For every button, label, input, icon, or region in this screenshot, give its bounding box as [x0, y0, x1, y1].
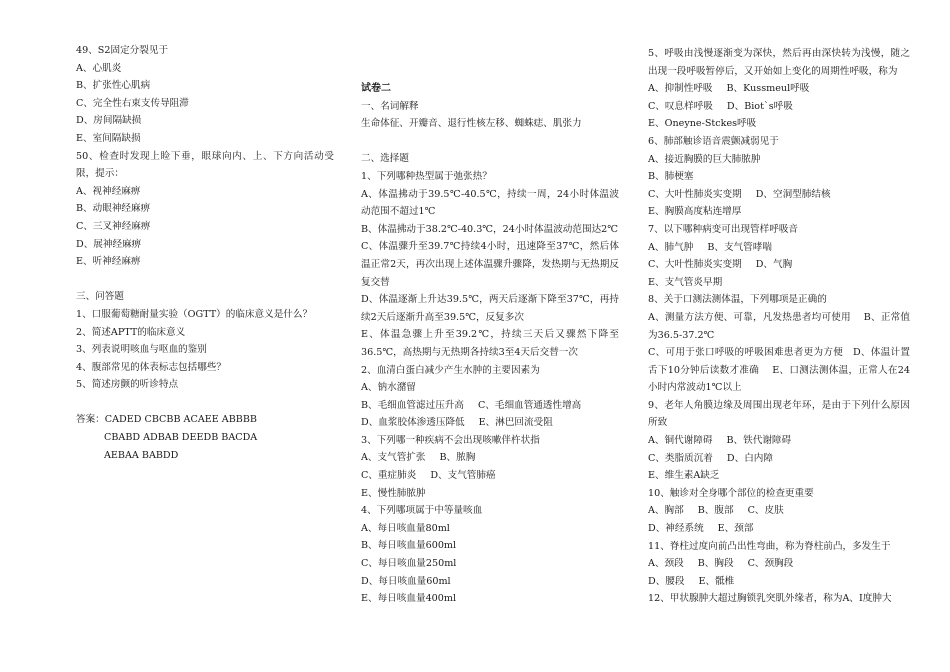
section2-heading: 二、选择题 [361, 153, 409, 165]
q2-option-e: E、淋巴回流受阻 [478, 417, 553, 429]
q4-option-e: E、每日咳血量400ml [361, 593, 457, 605]
answer-key-line-1: 答案：CADED CBCBB ACAEE ABBBB [76, 414, 257, 426]
q10-option-a: A、胸部 [648, 505, 684, 517]
q2-option-b: B、毛细血管滤过压升高 [361, 399, 464, 411]
column-middle [361, 80, 619, 608]
q11-option-a: A、颈段 [648, 558, 684, 570]
q3-option-a: A、支气管扩张 [361, 452, 426, 464]
q49-option-b: B、扩张性心肌病 [76, 80, 151, 92]
q2-stem: 2、血清白蛋白减少产生水肿的主要因素为 [361, 364, 540, 376]
q6-options-cd [648, 186, 910, 204]
q7-option-d: D、气胸 [755, 259, 793, 271]
q3-option-b: B、脓胸 [439, 452, 476, 464]
q3-stem: 3、下列哪一种疾病不会出现咳嗽伴杵状指 [361, 434, 540, 446]
q10-stem: 10、触诊对全身哪个部位的检查更重要 [648, 487, 814, 499]
q9-options-ab [648, 432, 910, 450]
q8-options-ab: A、测量方法方便、可靠，凡发热患者均可使用 B、正常值为36.5-37.2℃ [648, 311, 910, 341]
q4-stem: 4、下列哪项属于中等量咳血 [361, 505, 483, 517]
q1-option-c: C、体温骤升至39.7℃持续4小时，迅速降至37℃，然后体温正常2天，再次出现上述体温骤升骤降，发热期与无热期反复交替 [361, 241, 619, 288]
q10-option-d: D、神经系统 [648, 523, 704, 535]
q7-options-ab [648, 239, 910, 257]
q11-options-abc [648, 555, 910, 573]
q2-option-a: A、钠水潴留 [361, 382, 416, 394]
q6-option-e: E、胸膜高度粘连增厚 [648, 206, 742, 218]
q5-option-a: A、抑制性呼吸 [648, 83, 713, 95]
q10-options-abc [648, 502, 910, 520]
q2-option-d: D、血浆胶体渗透压降低 [361, 417, 465, 429]
q8-stem: 8、关于口测法测体温，下列哪项是正确的 [648, 294, 827, 306]
q5-option-d: D、Biot`s呼吸 [726, 100, 793, 112]
q49-option-d: D、房间隔缺损 [76, 115, 142, 127]
q5-options-ab [648, 80, 910, 98]
q11-options-de [648, 573, 910, 591]
q4-option-a: A、每日咳血量80ml [361, 522, 450, 534]
q49-option-a: A、心肌炎 [76, 62, 122, 74]
column-left [76, 42, 334, 464]
q9-options-cd [648, 450, 910, 468]
q11-option-c: C、颈胸段 [747, 558, 794, 570]
essay-question-2: 2、简述APTT的临床意义 [76, 326, 186, 338]
q7-options-cd [648, 256, 910, 274]
spacer [361, 133, 619, 151]
column-right [648, 45, 910, 608]
q9-option-a: A、铜代谢障碍 [648, 435, 713, 447]
q3-options-cd [361, 467, 619, 485]
q11-stem: 11、脊柱过度向前凸出性弯曲，称为脊柱前凸，多发生于 [648, 540, 891, 552]
q10-option-b: B、腹部 [697, 505, 734, 517]
q7-option-c: C、大叶性肺炎实变期 [648, 259, 742, 271]
q50-stem: 50、检查时发现上睑下垂，眼球向内、上、下方向活动受限，提示： [76, 150, 334, 180]
q4-option-c: C、每日咳血量250ml [361, 558, 457, 570]
q1-option-d: D、体温逐渐上升达39.5℃，两天后逐渐下降至37℃，再持续2天后逐渐升高至39.5℃，反复多次 [361, 294, 619, 323]
q49-option-c: C、完全性右束支传导阻滞 [76, 97, 189, 109]
q7-option-b: B、支气管哮喘 [707, 241, 772, 253]
q9-option-c: C、类脂质沉着 [648, 452, 713, 464]
q49-stem: 49、S2固定分裂见于 [76, 45, 169, 56]
q5-option-e: E、Oneyne-Stckes呼吸 [648, 118, 757, 130]
q7-option-a: A、肺气肿 [648, 241, 694, 253]
q6-option-b: B、肺梗塞 [648, 171, 694, 183]
essay-question-5: 5、简述房颤的听诊特点 [76, 379, 179, 391]
essay-question-1: 1、口服葡萄糖耐量实验（OGTT）的临床意义是什么？ [76, 308, 313, 320]
q7-stem: 7、以下哪种病变可出现管样呼吸音 [648, 223, 799, 235]
q5-options-cd [648, 98, 910, 116]
q10-option-c: C、皮肤 [747, 505, 784, 517]
q10-options-de [648, 520, 910, 538]
q50-option-b: B、动眼神经麻痹 [76, 203, 151, 215]
q50-option-e: E、听神经麻痹 [76, 256, 141, 268]
q2-options-de [361, 414, 619, 432]
essay-question-4: 4、腹部常见的体表标志包括哪些？ [76, 361, 227, 373]
q3-options-ab [361, 449, 619, 467]
q9-stem: 9、老年人角膜边缘及周围出现老年环，是由于下列什么原因所致 [648, 399, 910, 429]
q11-option-d: D、腰段 [648, 575, 685, 587]
section1-terms: 生命体征、开瓣音、退行性核左移、蜘蛛痣、肌张力 [361, 118, 582, 130]
q49-option-e: E、室间隔缺损 [76, 132, 141, 144]
q8-options-cde: C、可用于张口呼吸的呼吸困难患者更为方便 D、体温计置舌下10分钟后读数才准确 E、口测法测体温，正常人在24小时内常波动1℃以上 [648, 347, 910, 394]
answer-key-line-3: AEBAA BABDD [104, 449, 179, 461]
q3-option-c: C、重症肺炎 [361, 470, 417, 482]
q4-option-b: B、每日咳血量600ml [361, 540, 457, 552]
q5-option-b: B、Kussmeul呼吸 [726, 83, 810, 95]
q4-option-d: D、每日咳血量60ml [361, 575, 451, 587]
answer-key-line-2: CBABD ADBAB DEEDB BACDA [104, 432, 258, 444]
q1-stem: 1、下列哪种热型属于弛张热？ [361, 170, 492, 182]
q12-stem: 12、甲状腺肿大超过胸锁乳突肌外缘者，称为A、I度肿大 [648, 593, 892, 605]
spacer [76, 394, 334, 412]
q3-option-e: E、慢性肺脓肿 [361, 487, 426, 499]
q9-option-e: E、维生素A缺乏 [648, 470, 720, 482]
q6-option-a: A、接近胸膜的巨大肺脓肿 [648, 153, 761, 165]
q6-stem: 6、肺部触诊语音震颤减弱见于 [648, 135, 779, 147]
exam-title: 试卷二 [361, 83, 391, 94]
q11-option-e: E、骶椎 [698, 575, 735, 587]
section3-heading: 三、问答题 [76, 291, 124, 303]
q1-option-a: A、体温拂动于39.5℃-40.5℃，持续一周，24小时体温波动范围不超过1℃ [361, 188, 619, 218]
q50-option-c: C、三叉神经麻痹 [76, 220, 151, 232]
q6-option-d: D、空洞型肺结核 [755, 188, 831, 200]
q5-stem: 5、呼吸由浅慢逐渐变为深快，然后再由深快转为浅慢，随之出现一段呼吸暂停后，又开始如上变化的周期性呼吸，称为 [648, 48, 910, 77]
q6-option-c: C、大叶性肺炎实变期 [648, 188, 742, 200]
q9-option-d: D、白内障 [726, 452, 773, 464]
q3-option-d: D、支气管肺癌 [430, 470, 496, 482]
q2-options-bc [361, 397, 619, 415]
q50-option-d: D、展神经麻痹 [76, 238, 142, 250]
q10-option-e: E、颈部 [717, 523, 754, 535]
section1-heading: 一、名词解释 [361, 100, 419, 112]
spacer [76, 271, 334, 289]
q7-option-e: E、支气管炎早期 [648, 276, 723, 288]
essay-question-3: 3、列表说明咳血与呕血的鉴别 [76, 344, 207, 356]
q9-option-b: B、铁代谢障碍 [726, 435, 792, 447]
q2-option-c: C、毛细血管通透性增高 [478, 399, 582, 411]
q1-option-b: B、体温拂动于38.2℃-40.3℃，24小时体温波动范围达2℃ [361, 223, 619, 235]
q5-option-c: C、叹息样呼吸 [648, 100, 713, 112]
q1-option-e: E、体温急骤上升至39.2℃，持续三天后又骤然下降至36.5℃，高热期与无热期各持续3至4天后交替一次 [361, 329, 619, 358]
q11-option-b: B、胸段 [697, 558, 734, 570]
q50-option-a: A、视神经麻痹 [76, 185, 141, 197]
